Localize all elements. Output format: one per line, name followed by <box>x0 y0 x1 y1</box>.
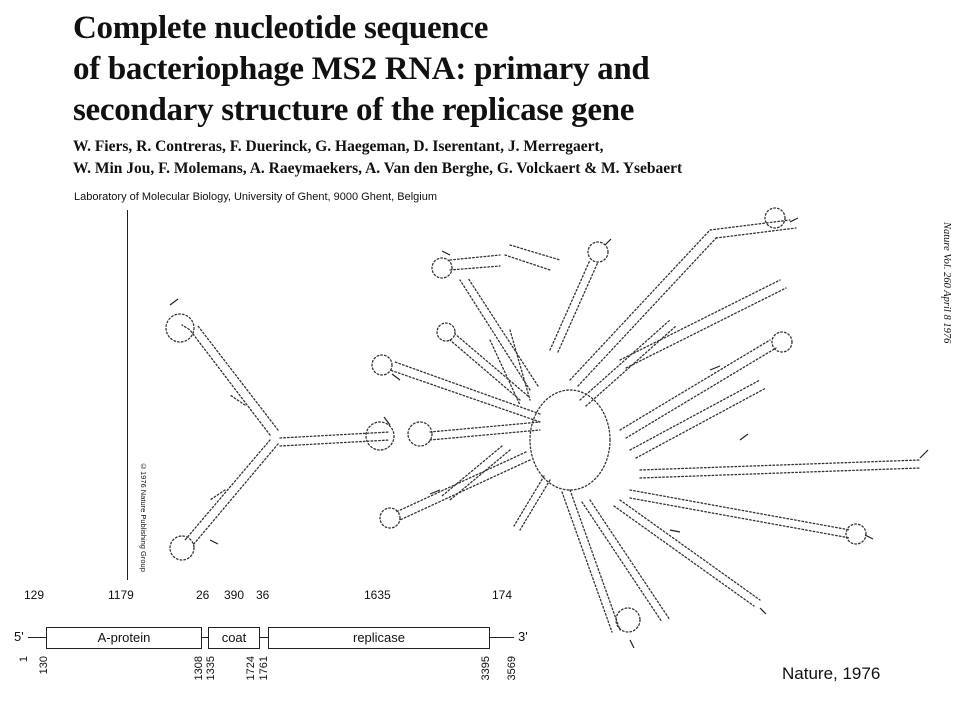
title-line-3: secondary structure of the replicase gene <box>73 92 635 128</box>
position-label: 3569 <box>506 656 518 681</box>
authors-line-2: W. Min Jou, F. Molemans, A. Raeymaekers, A. Van den Berghe, G. Volckaert & M. Ysebaert <box>73 160 683 177</box>
five-prime-label: 5' <box>14 629 24 644</box>
position-label: 1724 <box>245 656 257 681</box>
length-label: 129 <box>24 588 45 602</box>
length-label: 36 <box>256 588 270 602</box>
length-label: 1635 <box>364 588 391 602</box>
map-line <box>28 637 46 638</box>
three-prime-label: 3' <box>518 629 528 644</box>
position-label: 1 <box>18 656 30 663</box>
gene-a-protein: A-protein <box>46 627 202 649</box>
title-line-1: Complete nucleotide sequence <box>73 10 489 46</box>
gene-replicase: replicase <box>268 627 490 649</box>
affiliation: Laboratory of Molecular Biology, University of Ghent, 9000 Ghent, Belgium <box>74 191 437 203</box>
paper-title <box>73 8 793 131</box>
length-label: 390 <box>224 588 245 602</box>
position-label: 3395 <box>480 656 492 681</box>
title-line-2: of bacteriophage MS2 RNA: primary and <box>73 51 650 87</box>
journal-citation: Nature Vol. 260 April 8 1976 <box>941 222 952 344</box>
gene-coat: coat <box>208 627 260 649</box>
position-label: 1308 <box>193 656 205 681</box>
length-label: 174 <box>492 588 513 602</box>
copyright-notice: ©1976 Nature Publishing Group <box>139 462 148 572</box>
map-line <box>490 637 514 638</box>
image-caption: Nature, 1976 <box>782 664 881 683</box>
author-list <box>73 136 903 180</box>
page-rule <box>127 210 128 580</box>
position-label: 1335 <box>205 656 217 681</box>
length-label: 1179 <box>108 588 134 602</box>
position-label: 130 <box>38 656 50 675</box>
authors-line-1: W. Fiers, R. Contreras, F. Duerinck, G. Haegeman, D. Iserentant, J. Merregaert, <box>73 138 604 155</box>
position-label: 1761 <box>258 656 270 681</box>
length-label: 26 <box>196 588 210 602</box>
map-line <box>260 637 268 638</box>
